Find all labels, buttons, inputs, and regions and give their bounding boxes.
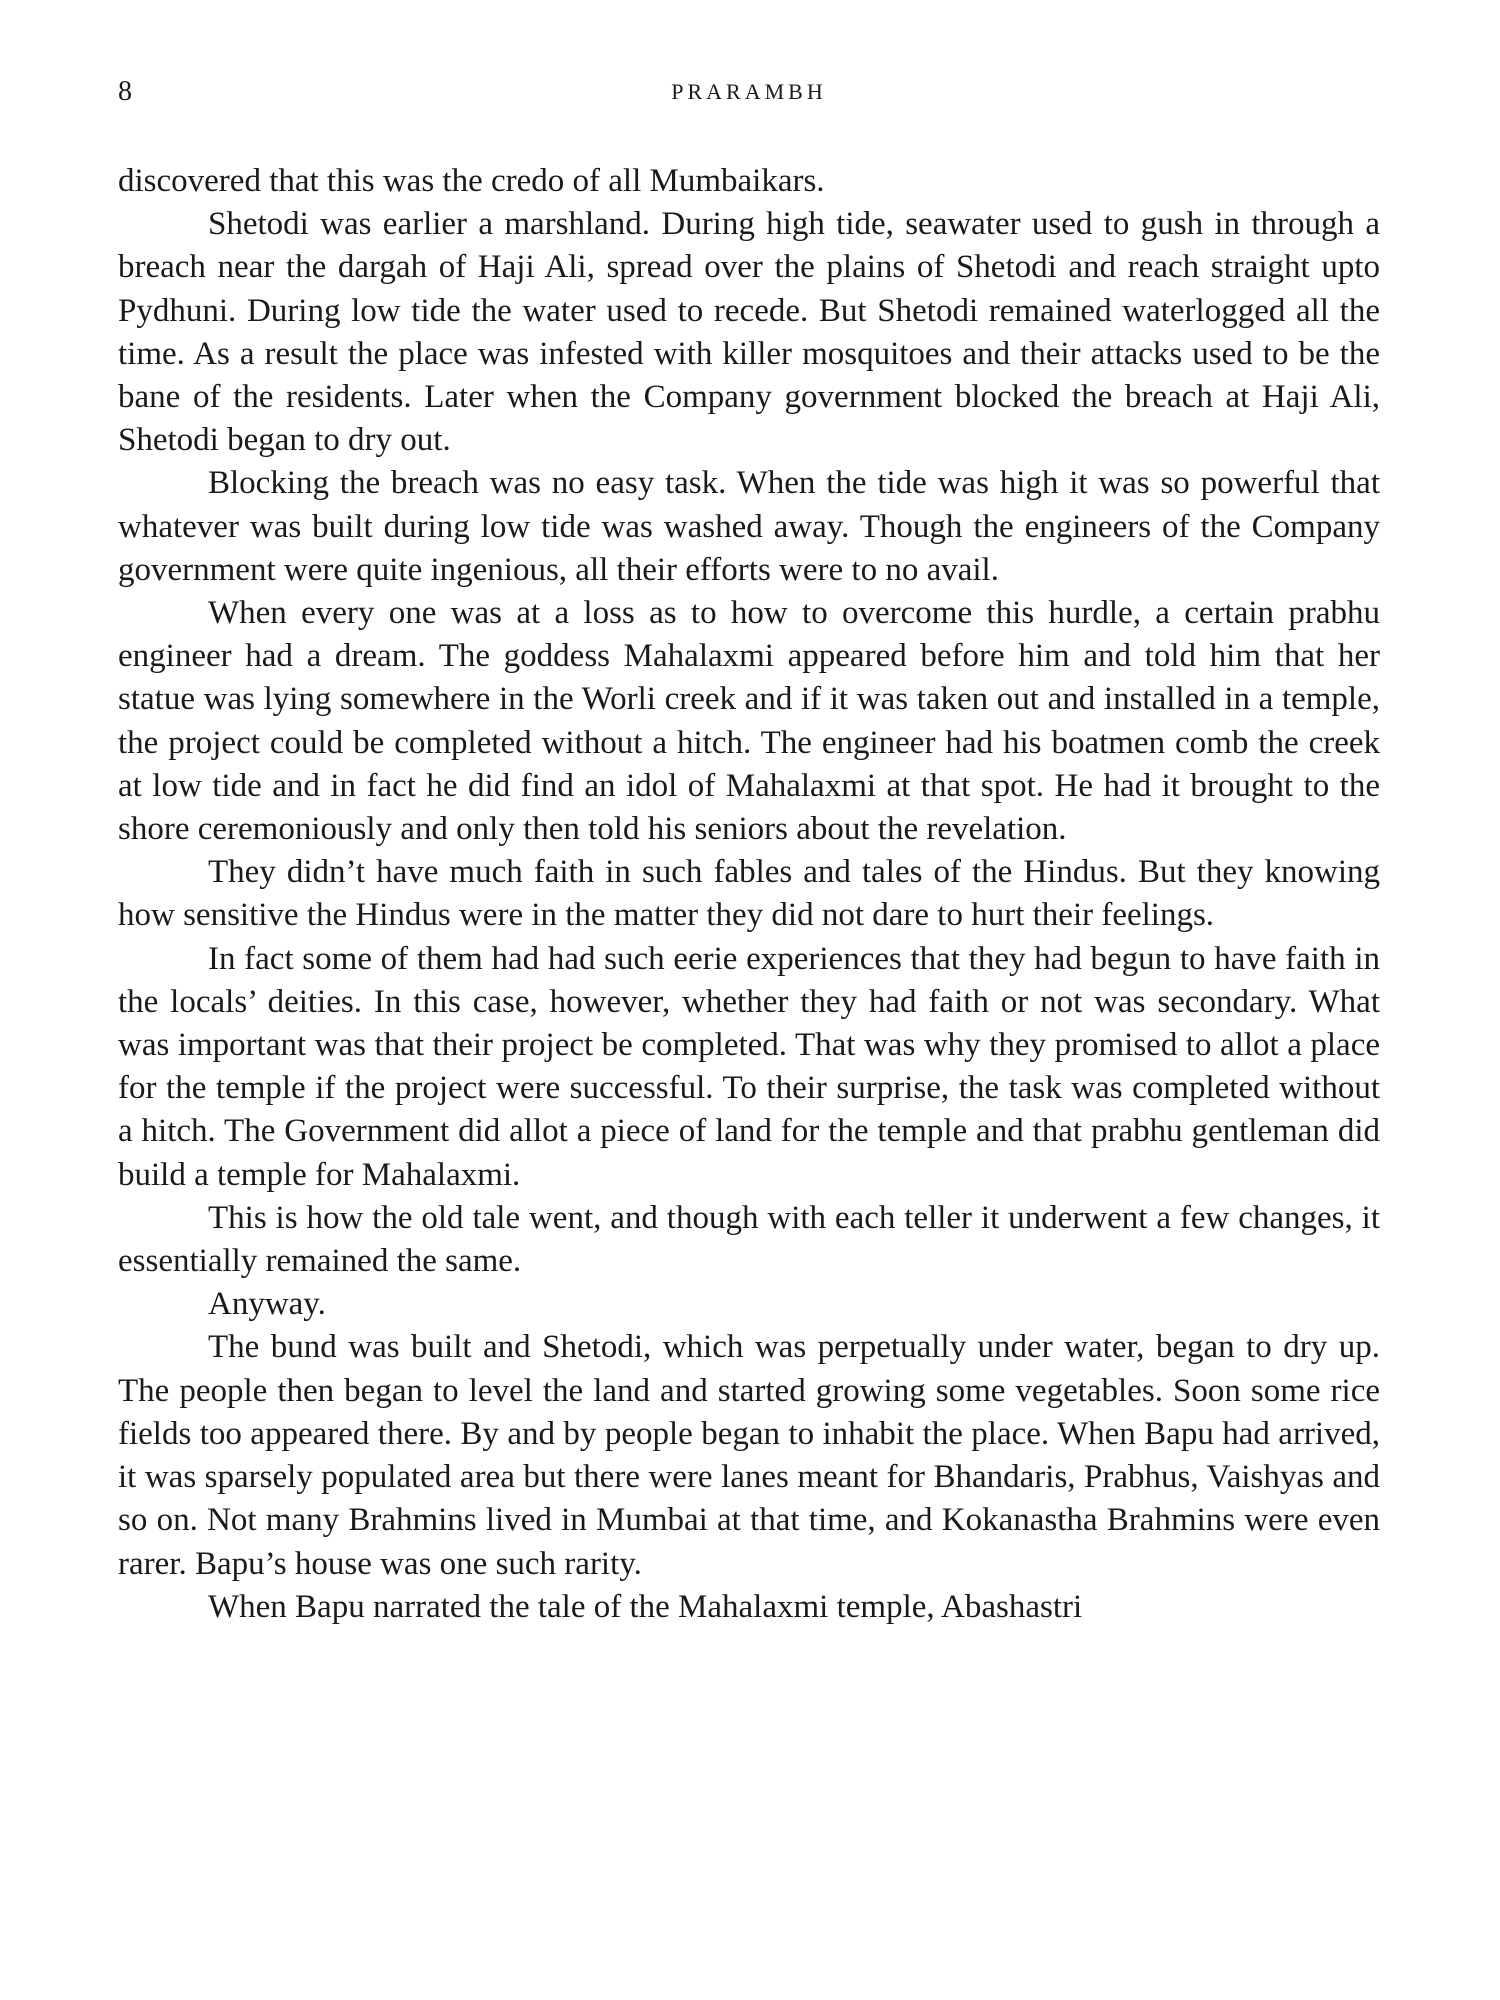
paragraph: Shetodi was earlier a marshland. During high tide, seawater used to gush in through a breach near the dargah of Haji Ali, spread over the plains of Shetodi and reach straight upto Pydhuni. During low tide the water used to recede. But Shetodi remained waterlogged all the time. As a result the place was infested with killer mosquitoes and their attacks used to be the bane of the residents. Later when the Company government blocked the breach at Haji Ali, Shetodi began to dry out. xyxy=(118,206,1380,459)
paragraph: When every one was at a loss as to how to overcome this hurdle, a certain prabhu engineer had a dream. The goddess Mahalaxmi appeared before him and told him that her statue was lying somewhere in the Worli creek and if it was taken out and installed in a temple, the project could be completed without a hitch. The engineer had his boatmen comb the creek at low tide and in fact he did find an idol of Mahalaxmi at that spot. He had it brought to the shore ceremoniously and only then told his seniors about the revelation. xyxy=(118,595,1380,848)
body-text xyxy=(118,160,1380,1629)
paragraph: They didn’t have much faith in such fables and tales of the Hindus. But they knowing how sensitive the Hindus were in the matter they did not dare to hurt their feelings. xyxy=(118,854,1380,934)
paragraph: In fact some of them had had such eerie experiences that they had begun to have faith in the locals’ deities. In this case, however, whether they had faith or not was secondary. What was important was that their project be completed. That was why they promised to allot a place for the temple if the project were successful. To their surprise, the task was completed without a hitch. The Government did allot a piece of land for the temple and that prabhu gentleman did build a temple for Mahalaxmi. xyxy=(118,940,1380,1193)
paragraph: Anyway. xyxy=(208,1286,326,1323)
paragraph: Blocking the breach was no easy task. When the tide was high it was so powerful that whatever was built during low tide was washed away. Though the engineers of the Company government were quite ingenious, all their efforts were to no avail. xyxy=(118,465,1380,588)
paragraph: The bund was built and Shetodi, which was perpetually under water, began to dry up. The people then began to level the land and started growing some vegetables. Soon some rice fields too appeared there. By and by people began to inhabit the place. When Bapu had arrived, it was sparsely populated area but there were lanes meant for Bhandaris, Prabhus, Vaishyas and so on. Not many Brahmins lived in Mumbai at that time, and Kokanastha Brahmins were even rarer. Bapu’s house was one such rarity. xyxy=(118,1329,1380,1582)
paragraph: When Bapu narrated the tale of the Mahalaxmi temple, Abashastri xyxy=(208,1588,1083,1625)
running-title: PRARAMBH xyxy=(671,79,827,104)
paragraph: discovered that this was the credo of all Mumbaikars. xyxy=(118,163,825,199)
page-header xyxy=(118,72,1380,112)
page-number: 8 xyxy=(118,76,132,107)
paragraph: This is how the old tale went, and though with each teller it underwent a few changes, it essentially remained the same. xyxy=(118,1199,1380,1280)
